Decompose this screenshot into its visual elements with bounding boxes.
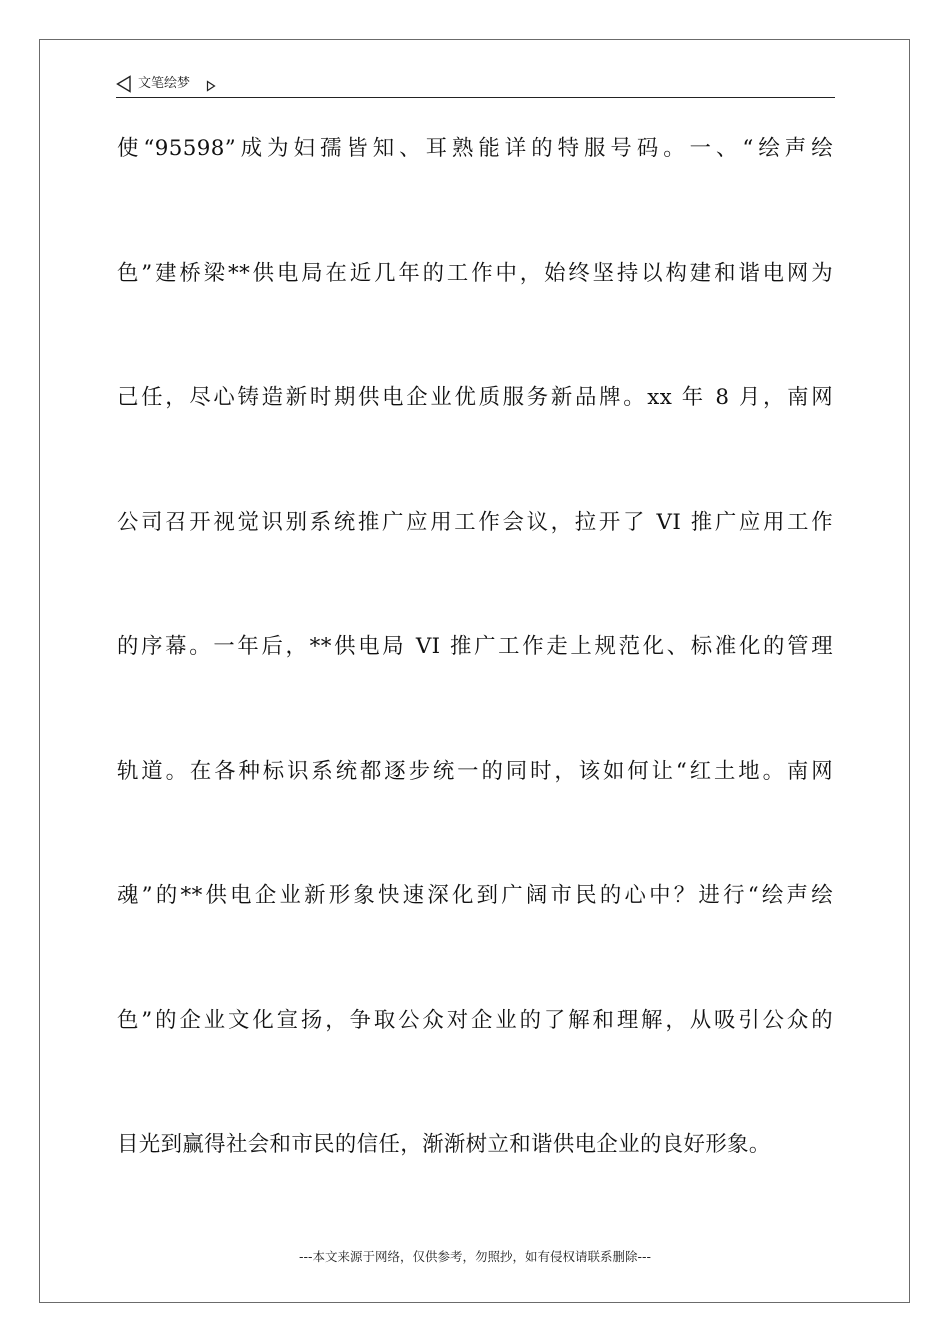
body-line: 的序幕。一年后，**供电局 VI 推广工作走上规范化、标准化的管理 (117, 634, 833, 659)
header-title: 文笔绘梦 (138, 76, 191, 91)
page-header (116, 74, 835, 98)
triangle-left-outline-icon (116, 75, 132, 93)
document-body (117, 126, 833, 1247)
triangle-right-small-icon (206, 77, 216, 89)
body-line: 己任，尽心铸造新时期供电企业优质服务新品牌。xx 年 8 月，南网 (117, 385, 833, 410)
body-line: 魂”的**供电企业新形象快速深化到广阔市民的心中？进行“绘声绘 (117, 883, 833, 908)
body-line: 使“95598”成为妇孺皆知、耳熟能详的特服号码。一、“绘声绘 (117, 136, 833, 161)
footer-disclaimer: ---本文来源于网络，仅供参考，勿照抄，如有侵权请联系删除--- (298, 1249, 652, 1264)
body-line: 目光到赢得社会和市民的信任，渐渐树立和谐供电企业的良好形象。 (117, 1132, 771, 1157)
body-line: 色”的企业文化宣扬，争取公众对企业的了解和理解，从吸引公众的 (117, 1007, 833, 1033)
body-line: 公司召开视觉识别系统推广应用工作会议，拉开了 VI 推广应用工作 (117, 509, 833, 535)
header-divider (116, 97, 835, 98)
body-line: 色”建桥梁**供电局在近几年的工作中，始终坚持以构建和谐电网为 (117, 260, 833, 286)
body-line: 轨道。在各种标识系统都逐步统一的同时，该如何让“红土地。南网 (117, 758, 833, 784)
